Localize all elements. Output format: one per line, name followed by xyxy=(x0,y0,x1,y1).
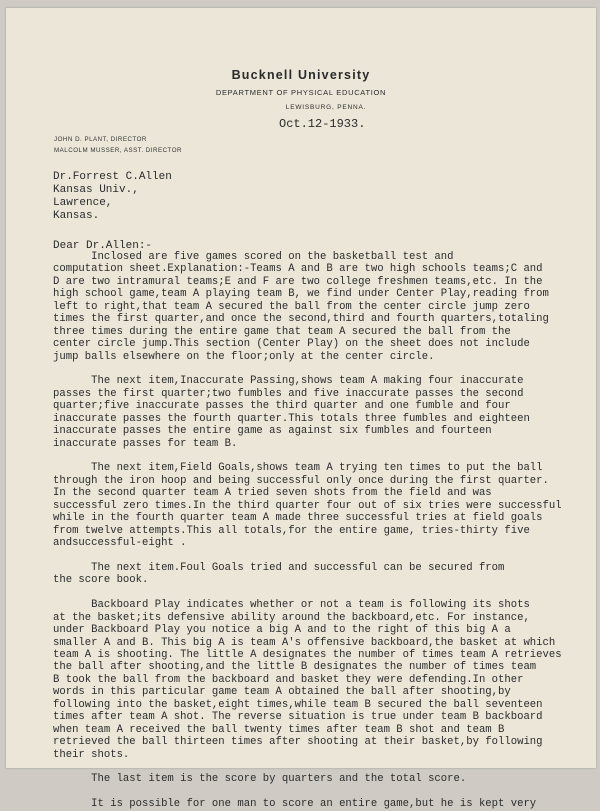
letter-line: D are two intramural teams;E and F are two college freshmen teams,etc. In the xyxy=(53,275,543,288)
letter-line: following into the basket,eight times,while team B secured the ball seventeen xyxy=(53,698,543,711)
paragraph-gap xyxy=(53,363,593,375)
letter-date: Oct.12-1933. xyxy=(279,117,366,131)
letter-line: their shots. xyxy=(53,748,130,761)
paragraph-gap xyxy=(53,550,593,562)
letter-line: from twelve attempts.This all totals,for the entire game, tries-thirty five xyxy=(53,524,530,537)
recipient-line: Kansas. xyxy=(53,210,100,222)
letter-line: times the first quarter,and once the second,third and fourth quarters,totaling xyxy=(53,313,549,326)
letter-line: inaccurate passes for team B. xyxy=(53,437,238,450)
letter-line: Backboard Play indicates whether or not a team is following its shots xyxy=(53,599,530,612)
letter-line: inaccurate passes the fourth quarter.This totals three fumbles and eighteen xyxy=(53,412,530,425)
recipient-line: Kansas Univ., xyxy=(53,184,139,196)
letterhead-university: Bucknell University xyxy=(231,68,371,82)
letter-line: through the iron hoop and being successful only once during the first quarter. xyxy=(53,474,549,487)
letter-line: computation sheet.Explanation:-Teams A and B are two high schools teams;C and xyxy=(53,263,543,276)
paragraph-gap xyxy=(53,786,593,798)
paragraph-gap xyxy=(53,450,593,462)
letter-line: inaccurate passes the entire game as against six fumbles and fourteen xyxy=(53,425,492,438)
letter-line: retrieved the ball thirteen times after shooting at their basket,by following xyxy=(53,736,543,749)
letter-line: three times during the entire game that team A secured the ball from the xyxy=(53,325,511,338)
letter-line: The last item is the score by quarters and the total score. xyxy=(53,773,467,786)
letter-line: at the basket;its defensive ability around the backboard,etc. For instance, xyxy=(53,611,530,624)
paragraph-gap xyxy=(53,587,593,599)
recipient-line: Lawrence, xyxy=(53,197,113,209)
letter-line: The next item,Field Goals,shows team A trying ten times to put the ball xyxy=(53,462,543,475)
letter-line: times after team A shot. The reverse situation is true under team B backboard xyxy=(53,711,543,724)
letterhead-asst-director: MALCOLM MUSSER, ASST. DIRECTOR xyxy=(54,147,182,154)
letter-line: team A is shooting. The little A designates the number of times team A retrieves xyxy=(53,649,562,661)
letter-line: the score book. xyxy=(53,574,149,587)
letter-line: center circle jump.This section (Center Play) on the sheet does not include xyxy=(53,338,530,351)
letter-line: quarter;five inaccurate passes the third quarter and one fumble and four xyxy=(53,400,511,413)
letter-line: It is possible for one man to score an entire game,but he is kept very xyxy=(53,798,537,811)
letter-line: The next item,Inaccurate Passing,shows team A making four inaccurate xyxy=(53,375,524,388)
recipient-line: Dr.Forrest C.Allen xyxy=(53,171,172,183)
letter-line: while in the fourth quarter team A made three successful tries at field goals xyxy=(53,512,543,525)
letter-line: The next item.Foul Goals tried and successful can be secured from xyxy=(53,561,505,574)
salutation: Dear Dr.Allen:- xyxy=(53,240,153,252)
letter-line: Inclosed are five games scored on the basketball test and xyxy=(53,251,454,263)
letter-line: under Backboard Play you notice a big A and to the right of this big A a xyxy=(53,624,511,637)
letterhead-director: JOHN D. PLANT, DIRECTOR xyxy=(54,136,147,143)
letterhead-city: LEWISBURG, PENNA. xyxy=(285,104,367,111)
letter-line: successful zero times.In the third quarter four out of six tries were successful xyxy=(53,499,562,512)
letterhead-department: DEPARTMENT OF PHYSICAL EDUCATION xyxy=(215,88,387,97)
letter-body xyxy=(53,251,593,811)
letter-line: B took the ball from the backboard and basket they were defending.In other xyxy=(53,673,524,686)
letter-line: jump balls elsewhere on the floor;only at the center circle. xyxy=(53,350,435,363)
letter-line: left to right,that team A secured the ball from the center circle jump zero xyxy=(53,300,530,313)
letter-line: smaller A and B. This big A is team A's offensive backboard,the basket at which xyxy=(53,636,556,649)
letter-line: high school game,team A playing team B, we find under Center Play,reading from xyxy=(53,288,549,301)
letter-line: In the second quarter team A tried seven shots from the field and was xyxy=(53,487,492,500)
letter-line: when team A received the ball twenty times after team B shot and team B xyxy=(53,723,505,736)
letter-line: words in this particular game team A obtained the ball after shooting,by xyxy=(53,686,511,699)
letter-line: andsuccessful-eight . xyxy=(53,537,187,550)
letter-page xyxy=(6,8,596,811)
letter-line: passes the first quarter;two fumbles and five inaccurate passes the second xyxy=(53,387,524,400)
letter-line: the ball after shooting,and the little B designates the number of times team xyxy=(53,661,537,674)
